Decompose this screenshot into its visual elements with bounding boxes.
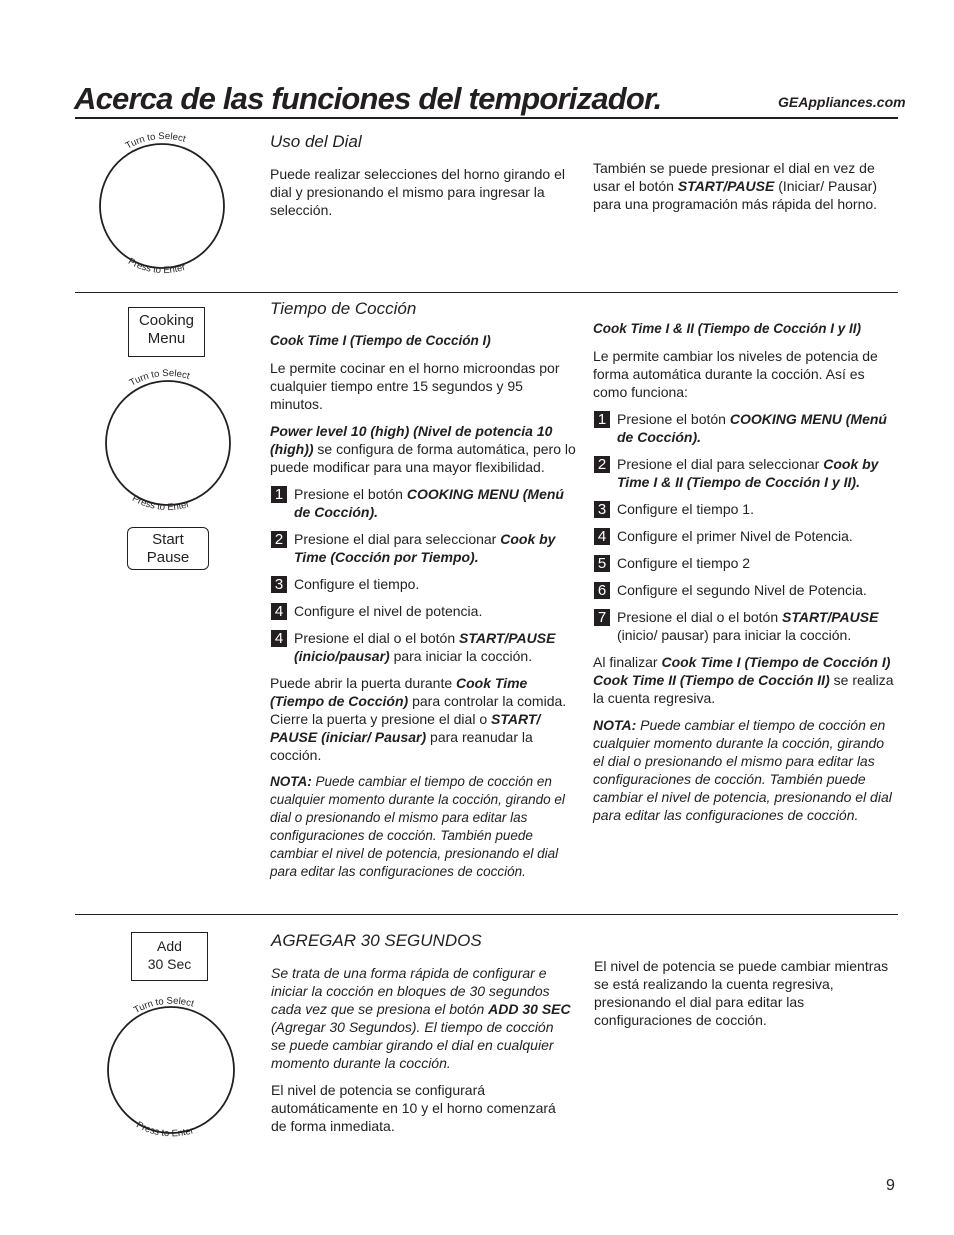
step-text: Configure el tiempo. [294,576,420,592]
step-number: 2 [271,531,287,548]
paragraph: Puede realizar selecciones del horno girando el dial y presionando el mismo para ingresar la selección. [270,166,565,218]
page-title: Acerca de las funciones del temporizador. [74,81,662,116]
step-number: 4 [594,528,610,545]
add-30-left-column [271,930,571,1144]
note: NOTA: Puede cambiar el tiempo de cocción en cualquier momento durante la cocción, girando el dial o presionando el mismo para editar las configuraciones de cocción. También puede cambiar el nivel de potencia, presionando el dial para editar las configuraciones de cocción. [270,774,565,879]
step-text: Presione el dial para seleccionar [294,531,501,547]
step-item [593,500,898,518]
add-30-right-column [594,957,894,1038]
step-text: Configure el primer Nivel de Potencia. [617,528,853,544]
dial-knob [100,144,224,268]
button-label: Menu [147,330,186,347]
step-number: 5 [594,555,610,572]
step-item [593,527,898,545]
button-label: Start [152,531,184,548]
header-rule [75,117,898,119]
step-item [593,455,898,491]
button-label: Cooking [138,312,195,329]
subheading: Cook Time I & II (Tiempo de Cocción I y II) [593,321,862,336]
step-item [270,629,576,665]
paragraph: Power level 10 (high) (Nivel de potencia 10 (high)) se configura de forma automática, pero lo puede modificar para una mayor flexibilidad. [270,423,576,475]
step-item [593,410,898,446]
step-number: 2 [594,456,610,473]
website-link[interactable]: GEAppliances.com [778,94,906,110]
cooking-menu-button [128,307,205,357]
step-text: Presione el dial o el botón [617,609,782,625]
cook-time-left-column [270,298,576,890]
step-text: Configure el tiempo 1. [617,501,754,517]
paragraph: El nivel de potencia se configurará automáticamente en 10 y el horno comenzará de forma inmediata. [271,1082,556,1134]
page-number: 9 [886,1177,895,1194]
paragraph: Se trata de una forma rápida de configurar e iniciar la cocción en bloques de 30 segundos cada vez que se presiona el botón ADD 30 SEC (Agregar 30 Segundos). El tiempo de cocción se puede cambiar girando el dial en cualquier momento durante la cocción. [271,965,571,1071]
dial-knob [108,1007,234,1133]
cook-time-right-column [593,320,898,833]
section-heading: Uso del Dial [270,132,362,151]
dial-bottom-label: Press to Enter [130,492,191,514]
section-rule [75,914,898,915]
step-list [593,410,898,644]
step-item [270,602,576,620]
step-text: Configure el segundo Nivel de Potencia. [617,582,867,598]
step-item [270,575,576,593]
button-label: Add [157,938,182,954]
step-number: 3 [271,576,287,593]
dial-illustration [98,363,238,523]
paragraph: También se puede presionar el dial en vez de usar el botón START/PAUSE (Iniciar/ Pausar) para una programación más rápida del horno. [593,160,878,212]
step-number: 4 [271,630,287,647]
step-text: Configure el nivel de potencia. [294,603,483,619]
paragraph: Le permite cambiar los niveles de potencia de forma automática durante la cocción. Así es como funciona: [593,348,878,400]
section-heading: AGREGAR 30 SEGUNDOS [271,931,482,950]
step-text: para iniciar la cocción. [389,648,533,664]
dial-top-label: Turn to Select [127,367,191,389]
paragraph: Al finalizar Cook Time I (Tiempo de Cocción I) Cook Time II (Tiempo de Cocción II) se realiza la cuenta regresiva. [593,654,894,706]
start-pause-button [127,527,209,570]
dial-bottom-label: Press to Enter [126,255,187,277]
step-text: Presione el botón [294,486,407,502]
step-text: (inicio/ pausar) para iniciar la cocción. [617,627,852,643]
section-dial-right [593,159,893,222]
dial-illustration [94,126,234,286]
step-text: Presione el dial para seleccionar [617,456,824,472]
dial-illustration [100,990,244,1150]
dial-top-label: Turn to Select [123,130,187,152]
button-label: Pause [146,549,190,566]
section-rule [75,292,898,293]
step-text: Configure el tiempo 2 [617,555,751,571]
step-number: 7 [594,609,610,626]
step-emphasis: COOKING MENU (Menú de Cocción). [294,486,564,520]
dial-top-label: Turn to Select [132,995,196,1017]
paragraph: Puede abrir la puerta durante Cook Time (Tiempo de Cocción) para controlar la comida. Cierre la puerta y presione el dial o START/ PAUSE (iniciar/ Pausar) para reanudar la cocción. [270,675,567,763]
step-list [270,485,576,665]
step-emphasis: COOKING MENU (Menú de Cocción). [617,411,887,445]
step-text: Presione el dial o el botón [294,630,459,646]
step-item [593,581,898,599]
step-number: 1 [271,486,287,503]
section-dial-left [270,131,570,228]
step-emphasis: START/PAUSE [782,609,879,625]
step-item [270,530,576,566]
dial-bottom-label: Press to Enter [134,1119,196,1140]
step-number: 4 [271,603,287,620]
subheading: Cook Time I (Tiempo de Cocción I) [270,333,491,348]
step-emphasis: Cook by Time I & II (Tiempo de Cocción I y II). [617,456,879,490]
paragraph: El nivel de potencia se puede cambiar mientras se está realizando la cuenta regresiva, presionando el dial para editar las configuraciones de cocción. [594,958,889,1028]
step-item [593,608,898,644]
step-emphasis: START/PAUSE (inicio/pausar) [294,630,556,664]
add-30-sec-button [131,932,208,981]
step-item [270,485,576,521]
step-number: 6 [594,582,610,599]
step-text: Presione el botón [617,411,730,427]
step-emphasis: Cook by Time (Cocción por Tiempo). [294,531,556,565]
section-heading: Tiempo de Cocción [270,299,417,318]
note: NOTA: Puede cambiar el tiempo de cocción en cualquier momento durante la cocción, girando el dial o presionando el mismo para editar las configuraciones de cocción. También puede cambiar el nivel de potencia, presionando el dial para editar las configuraciones de cocción. [593,717,892,823]
paragraph: Le permite cocinar en el horno microondas por cualquier tiempo entre 15 segundos y 95 minutos. [270,360,560,412]
step-item [593,554,898,572]
step-number: 1 [594,411,610,428]
button-label: 30 Sec [147,956,192,972]
dial-knob [106,381,230,505]
step-number: 3 [594,501,610,518]
